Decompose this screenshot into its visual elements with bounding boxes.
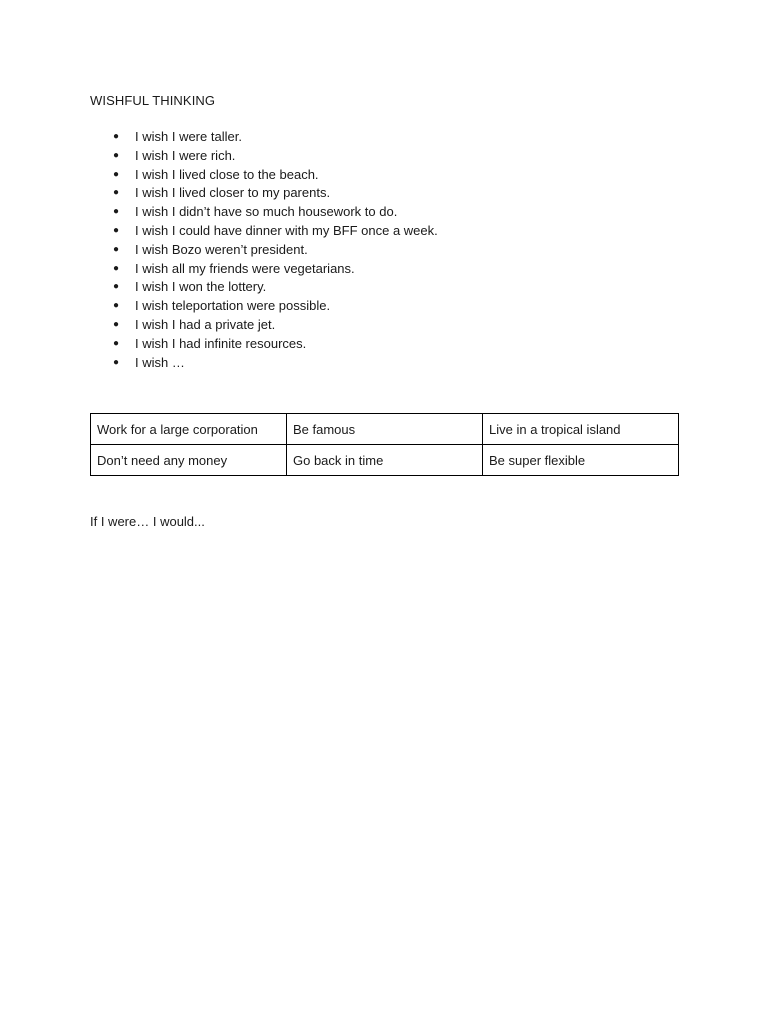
bullet-icon: ● — [113, 168, 120, 180]
wish-text: I wish I were taller. — [135, 129, 242, 144]
writing-prompt: If I were… I would... — [90, 514, 205, 529]
list-item — [90, 147, 438, 166]
wish-text: I wish I could have dinner with my BFF once a week. — [135, 222, 438, 238]
list-item — [90, 222, 438, 241]
wish-text: I wish I lived closer to my parents. — [135, 185, 331, 201]
wish-text: I wish I had a private jet. — [135, 316, 276, 332]
bullet-icon: ● — [113, 243, 120, 255]
wish-text: I wish teleportation were possible. — [135, 298, 331, 314]
bullet-icon: ● — [113, 224, 120, 236]
wish-text: I wish I lived close to the beach. — [135, 166, 319, 182]
table-cell: Live in a tropical island — [483, 414, 679, 445]
table-cell: Don’t need any money — [91, 445, 287, 476]
table-cell: Go back in time — [287, 445, 483, 476]
bullet-icon: ● — [113, 206, 120, 218]
bullet-icon: ● — [113, 318, 120, 330]
list-item — [90, 278, 438, 297]
bullet-icon: ● — [113, 300, 120, 312]
document-title: WISHFUL THINKING — [90, 93, 216, 108]
bullet-icon: ● — [113, 356, 120, 368]
wish-text: I wish all my friends were vegetarians. — [135, 260, 355, 276]
list-item — [90, 354, 438, 373]
table-row — [91, 445, 679, 476]
table-cell: Be famous — [287, 414, 483, 445]
list-item — [90, 335, 438, 354]
list-item — [90, 260, 438, 279]
table-row — [91, 414, 679, 445]
bullet-icon: ● — [113, 187, 120, 199]
wish-text: I wish I had infinite resources. — [135, 335, 307, 351]
wish-list — [90, 128, 438, 372]
table-cell: Be super flexible — [483, 445, 679, 476]
options-table — [90, 413, 679, 476]
list-item — [90, 184, 438, 203]
table-cell: Work for a large corporation — [91, 414, 287, 445]
wish-text: I wish … — [135, 354, 185, 370]
list-item — [90, 316, 438, 335]
bullet-icon: ● — [113, 337, 120, 349]
bullet-icon: ● — [113, 149, 120, 161]
bullet-icon: ● — [113, 131, 120, 142]
list-item — [90, 297, 438, 316]
list-item — [90, 166, 438, 185]
wish-text: I wish I were rich. — [135, 147, 236, 163]
bullet-icon: ● — [113, 281, 120, 293]
list-item — [90, 128, 438, 147]
list-item — [90, 241, 438, 260]
wish-text: I wish I won the lottery. — [135, 279, 267, 295]
wish-text: I wish Bozo weren’t president. — [135, 241, 308, 257]
bullet-icon: ● — [113, 262, 120, 274]
wish-text: I wish I didn’t have so much housework to do. — [135, 204, 398, 220]
list-item — [90, 203, 438, 222]
